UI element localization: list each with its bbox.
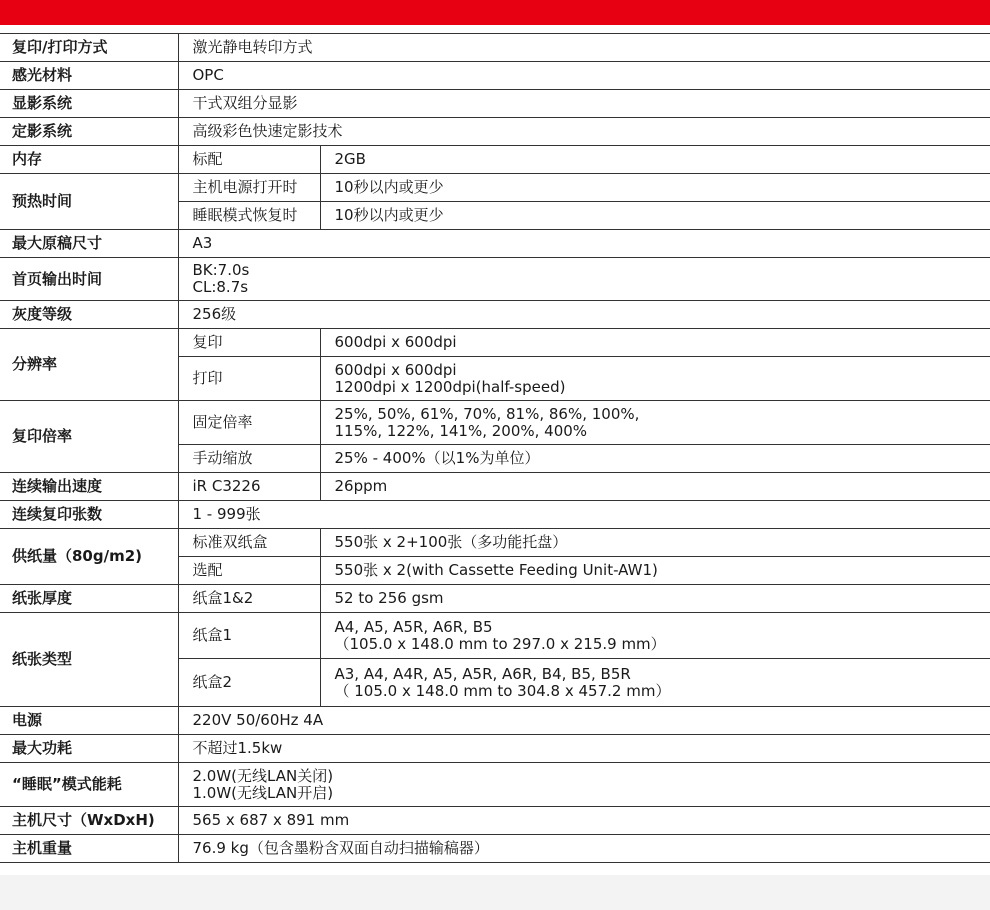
spec-label: 显影系统	[0, 90, 178, 118]
spec-row	[0, 34, 990, 62]
spec-value	[178, 835, 990, 863]
value-line: 52 to 256 gsm	[334, 589, 444, 607]
spec-sublabel: 标准双纸盒	[178, 529, 320, 557]
spec-row	[0, 501, 990, 529]
value-line: A4, A5, A5R, A6R, B5	[334, 617, 493, 636]
value-line: 26ppm	[334, 477, 388, 495]
spec-row	[0, 529, 990, 557]
spec-label: 预热时间	[0, 174, 178, 230]
spec-value	[178, 763, 990, 807]
spec-value	[320, 529, 990, 557]
spec-value	[178, 34, 990, 62]
spec-sublabel: 打印	[178, 357, 320, 401]
value-line: 10秒以内或更少	[334, 178, 444, 196]
spec-label: 主机尺寸（WxDxH)	[0, 807, 178, 835]
spec-row	[0, 763, 990, 807]
spec-row	[0, 735, 990, 763]
spec-value	[178, 90, 990, 118]
value-line: （ 105.0 x 148.0 mm to 304.8 x 457.2 mm）	[334, 681, 671, 700]
value-line: 550张 x 2(with Cassette Feeding Unit-AW1)	[334, 561, 658, 579]
spec-label: 灰度等级	[0, 301, 178, 329]
value-line: 76.9 kg（包含墨粉含双面自动扫描输稿器）	[192, 839, 489, 857]
spec-label: 复印/打印方式	[0, 34, 178, 62]
top-red-banner	[0, 0, 990, 25]
spec-label: 主机重量	[0, 835, 178, 863]
value-line: 1 - 999张	[192, 505, 261, 523]
spec-value	[178, 735, 990, 763]
spec-value	[320, 613, 990, 659]
spec-label: 连续复印张数	[0, 501, 178, 529]
spec-label: 纸张厚度	[0, 585, 178, 613]
spec-row	[0, 301, 990, 329]
value-line: 565 x 687 x 891 mm	[192, 811, 350, 829]
spec-row	[0, 230, 990, 258]
spec-sublabel: 纸盒2	[178, 659, 320, 707]
value-line: 25% - 400%（以1%为单位）	[334, 449, 540, 467]
spec-row	[0, 62, 990, 90]
spec-row	[0, 90, 990, 118]
spec-row	[0, 835, 990, 863]
value-line: CL:8.7s	[192, 278, 249, 296]
spec-value	[178, 258, 990, 301]
spec-value	[320, 473, 990, 501]
spec-value	[320, 557, 990, 585]
spec-label: 分辨率	[0, 329, 178, 401]
spec-label: 连续输出速度	[0, 473, 178, 501]
value-line: 干式双组分显影	[192, 94, 298, 112]
value-line: OPC	[192, 66, 224, 84]
spec-row	[0, 258, 990, 301]
spec-value	[320, 174, 990, 202]
spec-label: 内存	[0, 146, 178, 174]
spec-label: 定影系统	[0, 118, 178, 146]
spec-sublabel: 选配	[178, 557, 320, 585]
spec-value	[320, 357, 990, 401]
value-line: 256级	[192, 305, 237, 323]
spec-label: 供纸量（80g/m2)	[0, 529, 178, 585]
value-line: 1.0W(无线LAN开启)	[192, 783, 334, 802]
spec-sublabel: 手动缩放	[178, 445, 320, 473]
spec-label: 纸张类型	[0, 613, 178, 707]
spec-table	[0, 33, 990, 863]
spec-value	[320, 585, 990, 613]
spec-row	[0, 118, 990, 146]
spec-value	[320, 659, 990, 707]
value-line: 2GB	[334, 150, 366, 168]
spec-row	[0, 585, 990, 613]
value-line: 10秒以内或更少	[334, 206, 444, 224]
spec-value	[178, 501, 990, 529]
spec-row	[0, 707, 990, 735]
spec-value	[178, 230, 990, 258]
value-line: 不超过1.5kw	[192, 739, 283, 757]
spec-row	[0, 329, 990, 357]
spec-label: 感光材料	[0, 62, 178, 90]
value-line: 激光静电转印方式	[192, 38, 313, 56]
spec-sublabel: 固定倍率	[178, 401, 320, 445]
spec-label: 复印倍率	[0, 401, 178, 473]
value-line: 220V 50/60Hz 4A	[192, 711, 324, 729]
spec-sublabel: 纸盒1&2	[178, 585, 320, 613]
spec-sublabel: 复印	[178, 329, 320, 357]
spec-value	[178, 62, 990, 90]
spec-row	[0, 146, 990, 174]
spec-row	[0, 807, 990, 835]
spec-sublabel: 睡眠模式恢复时	[178, 202, 320, 230]
spec-value	[320, 146, 990, 174]
spec-row	[0, 401, 990, 445]
value-line: 1200dpi x 1200dpi(half-speed)	[334, 377, 566, 396]
spec-value	[320, 329, 990, 357]
value-line: 2.0W(无线LAN关闭)	[192, 766, 334, 785]
spec-sublabel: 标配	[178, 146, 320, 174]
value-line: 115%, 122%, 141%, 200%, 400%	[334, 421, 588, 440]
spec-sublabel: iR C3226	[178, 473, 320, 501]
spec-row	[0, 174, 990, 202]
value-line: 600dpi x 600dpi	[334, 333, 457, 351]
spec-row	[0, 613, 990, 659]
spec-value	[178, 707, 990, 735]
value-line: 550张 x 2+100张（多功能托盘）	[334, 533, 568, 551]
value-line: A3, A4, A4R, A5, A5R, A6R, B4, B5, B5R	[334, 664, 631, 683]
spec-value	[320, 401, 990, 445]
value-line: BK:7.0s	[192, 261, 250, 279]
spec-value	[178, 807, 990, 835]
value-line: 25%, 50%, 61%, 70%, 81%, 86%, 100%,	[334, 404, 640, 423]
spec-label: 最大原稿尺寸	[0, 230, 178, 258]
spec-value	[178, 301, 990, 329]
spec-label: 首页输出时间	[0, 258, 178, 301]
spec-row	[0, 473, 990, 501]
value-line: A3	[192, 234, 213, 252]
spec-label: 电源	[0, 707, 178, 735]
spec-value	[320, 445, 990, 473]
spec-label: “睡眠”模式能耗	[0, 763, 178, 807]
spec-sublabel: 主机电源打开时	[178, 174, 320, 202]
value-line: 高级彩色快速定影技术	[192, 122, 343, 140]
value-line: 600dpi x 600dpi	[334, 360, 457, 379]
spec-sublabel: 纸盒1	[178, 613, 320, 659]
value-line: （105.0 x 148.0 mm to 297.0 x 215.9 mm）	[334, 634, 666, 653]
spec-label: 最大功耗	[0, 735, 178, 763]
spec-value	[320, 202, 990, 230]
spec-value	[178, 118, 990, 146]
